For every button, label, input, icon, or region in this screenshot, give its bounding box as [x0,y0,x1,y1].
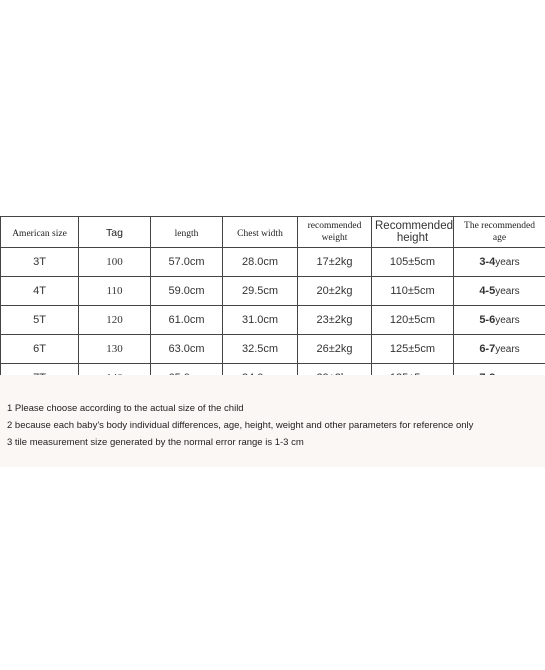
cell-height: 110±5cm [372,277,454,306]
size-chart-table [0,216,545,393]
age-range: 3-4 [479,256,496,268]
age-unit: years [495,315,520,326]
cell-weight: 23±2kg [298,306,372,335]
cell-age [454,248,545,277]
note-3: 3 tile measurement size generated by the normal error range is 1-3 cm [7,437,304,448]
header-recommended-height: Recommended height [372,217,454,248]
table-header-row [1,217,545,248]
cell-length: 57.0cm [151,248,223,277]
header-recommended-weight: recommended weight [298,217,372,248]
cell-height: 125±5cm [372,335,454,364]
age-unit: years [495,344,520,355]
cell-size: 6T [1,335,79,364]
cell-tag: 110 [79,277,151,306]
cell-weight: 17±2kg [298,248,372,277]
cell-tag: 100 [79,248,151,277]
table-row [1,248,545,277]
cell-chest-width: 31.0cm [223,306,298,335]
header-chest-width: Chest width [223,217,298,248]
cell-size: 3T [1,248,79,277]
cell-length: 61.0cm [151,306,223,335]
cell-height: 105±5cm [372,248,454,277]
cell-tag: 120 [79,306,151,335]
age-range: 6-7 [479,343,496,355]
note-1: 1 Please choose according to the actual size of the child [7,403,244,414]
cell-height: 120±5cm [372,306,454,335]
cell-weight: 20±2kg [298,277,372,306]
age-unit: years [495,257,520,268]
table-row [1,335,545,364]
header-tag: Tag [79,217,151,248]
cell-age [454,306,545,335]
cell-weight: 26±2kg [298,335,372,364]
cell-chest-width: 32.5cm [223,335,298,364]
notes-panel [0,375,545,467]
cell-chest-width: 28.0cm [223,248,298,277]
table-row [1,277,545,306]
table-row [1,306,545,335]
cell-age [454,335,545,364]
age-range: 5-6 [479,314,496,326]
cell-size: 5T [1,306,79,335]
cell-age [454,277,545,306]
cell-size: 4T [1,277,79,306]
cell-chest-width: 29.5cm [223,277,298,306]
header-recommended-age: The recommended age [454,217,545,248]
cell-tag: 130 [79,335,151,364]
note-2: 2 because each baby's body individual differences, age, height, weight and other parameters for reference only [7,420,474,431]
age-unit: years [495,286,520,297]
age-range: 4-5 [479,285,496,297]
cell-length: 63.0cm [151,335,223,364]
header-length: length [151,217,223,248]
header-american-size: American size [1,217,79,248]
cell-length: 59.0cm [151,277,223,306]
